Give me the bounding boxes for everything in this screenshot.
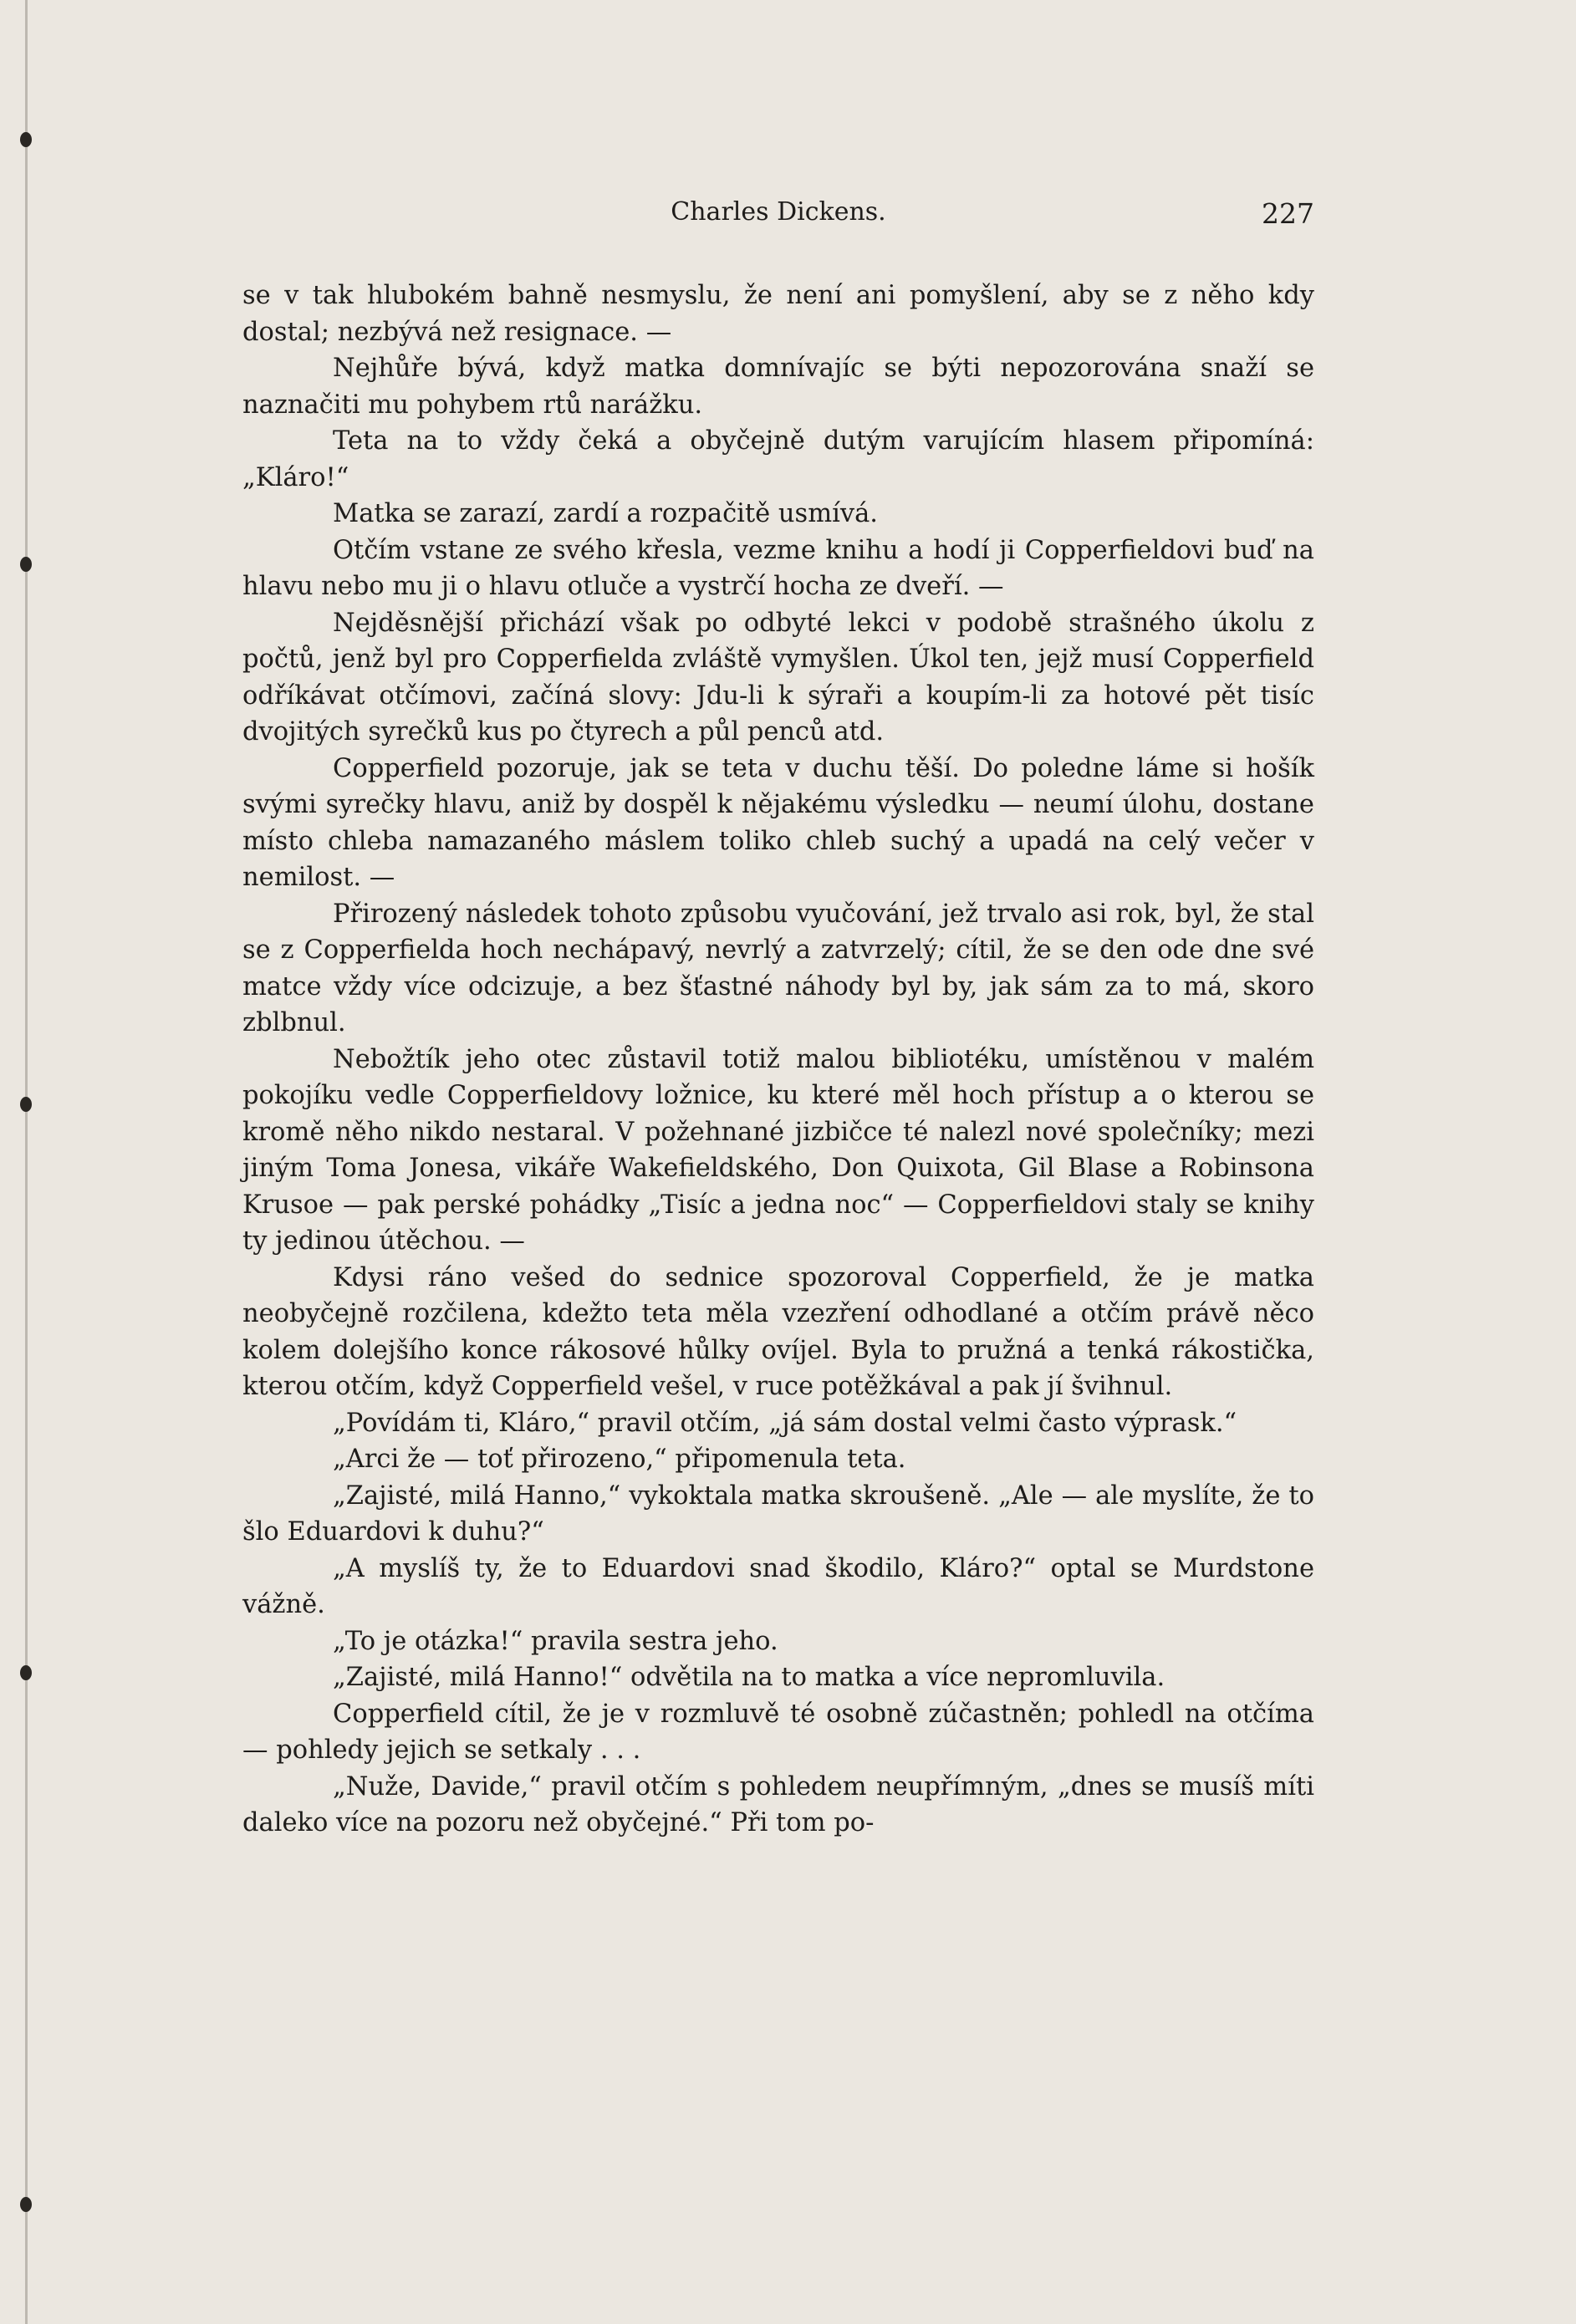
paragraph: Matka se zarazí, zardí a rozpačitě usmívá.: [333, 499, 878, 528]
paragraph: Kdysi ráno vešed do sednice spozoroval Copperfield, že je matka neobyčejně rozčilena, kdežto teta měla vzezření odhodlané a otčím právě něco kolem dolejšího konce rákosové hůlky ovíjel. Byla to pružná a tenká rákostička, kterou otčím, když Copperfield vešel, v ruce potěžkával a pak jí švihnul.: [242, 1262, 1314, 1401]
paragraph: „Zajisté, milá Hanno,“ vykoktala matka skroušeně. „Ale — ale myslíte, že to šlo Eduardovi k duhu?“: [242, 1481, 1314, 1547]
paragraph: Teta na to vždy čeká a obyčejně dutým varujícím hlasem připomíná: „Kláro!“: [242, 426, 1314, 492]
paragraph: Copperfield cítil, že je v rozmluvě té osobně zúčastněn; pohledl na otčíma — pohledy jejich se setkaly . . .: [242, 1699, 1314, 1765]
paragraph: Nebožtík jeho otec zůstavil totiž malou bibliotéku, umístěnou v malém pokojíku vedle Copperfieldovy ložnice, ku které měl hoch přístup a o kterou se kromě něho nikdo nestaral. V požehnané jizbičce té nalezl nové společníky; mezi jiným Toma Jonesa, vikáře Wakefieldského, Don Quixota, Gil Blase a Robinsona Krusoe — pak perské pohádky „Tisíc a jedna noc“ — Copperfieldovi staly se knihy ty jedinou útěchou. —: [242, 1044, 1314, 1256]
paragraph: „Arci že — toť přirozeno,“ připomenula teta.: [333, 1445, 906, 1474]
paragraph: Přirozený následek tohoto způsobu vyučování, jež trvalo asi rok, byl, že stal se z Copperfielda hoch nechápavý, nevrlý a zatvrzelý; cítil, že se den ode dne své matce vždy více odcizuje, a bez šťastné náhody byl by, jak sám za to má, skoro zblbnul.: [242, 899, 1314, 1037]
paragraph: Otčím vstane ze svého křesla, vezme knihu a hodí ji Copperfieldovi buď na hlavu nebo mu ji o hlavu otluče a vystrčí hocha ze dveří. —: [242, 535, 1314, 601]
paragraph: Nejhůře bývá, když matka domnívajíc se býti nepozorována snaží se naznačiti mu pohybem rtů narážku.: [242, 354, 1314, 420]
paragraph: Copperfield pozoruje, jak se teta v duchu těší. Do poledne láme si hošík svými syrečky hlavu, aniž by dospěl k nějakému výsledku — neumí úlohu, dostane místo chleba namazaného máslem toliko chleb suchý a upadá na celý večer v nemilost. —: [242, 753, 1314, 892]
paragraph: „To je otázka!“ pravila sestra jeho.: [333, 1626, 778, 1656]
binding-hole-mark: [20, 2197, 32, 2212]
page-header: [242, 197, 1314, 234]
binding-hole-mark: [20, 1097, 32, 1112]
paragraph: „A myslíš ty, že to Eduardovi snad škodilo, Kláro?“ optal se Murdstone vážně.: [242, 1553, 1314, 1619]
body-text: [242, 278, 1314, 1842]
paragraph: „Povídám ti, Kláro,“ pravil otčím, „já sám dostal velmi často výprask.“: [333, 1408, 1237, 1438]
page-number: 227: [1262, 197, 1314, 230]
paragraph: se v tak hlubokém bahně nesmyslu, že není ani pomyšlení, aby se z něho kdy dostal; nezbývá než resignace. —: [242, 281, 1314, 347]
binding-hole-mark: [20, 557, 32, 572]
running-title: Charles Dickens.: [671, 197, 886, 227]
paragraph: Nejděsnější přichází však po odbyté lekci v podobě strašného úkolu z počtů, jenž byl pro Copperfielda zvláště vymyšlen. Úkol ten, jejž musí Copperfield odříkávat otčímovi, začíná slovy: Jdu-li k sýraři a koupím-li za hotové pět tisíc dvojitých syrečků kus po čtyrech a půl penců atd.: [242, 608, 1314, 747]
page-edge: [25, 0, 28, 2324]
paragraph: „Zajisté, milá Hanno!“ odvětila na to matka a více nepromluvila.: [333, 1663, 1165, 1692]
paragraph: „Nuže, Davide,“ pravil otčím s pohledem neupřímným, „dnes se musíš míti daleko více na pozoru než obyčejné.“ Při tom po-: [242, 1771, 1314, 1837]
binding-hole-mark: [20, 132, 32, 147]
binding-hole-mark: [20, 1665, 32, 1680]
